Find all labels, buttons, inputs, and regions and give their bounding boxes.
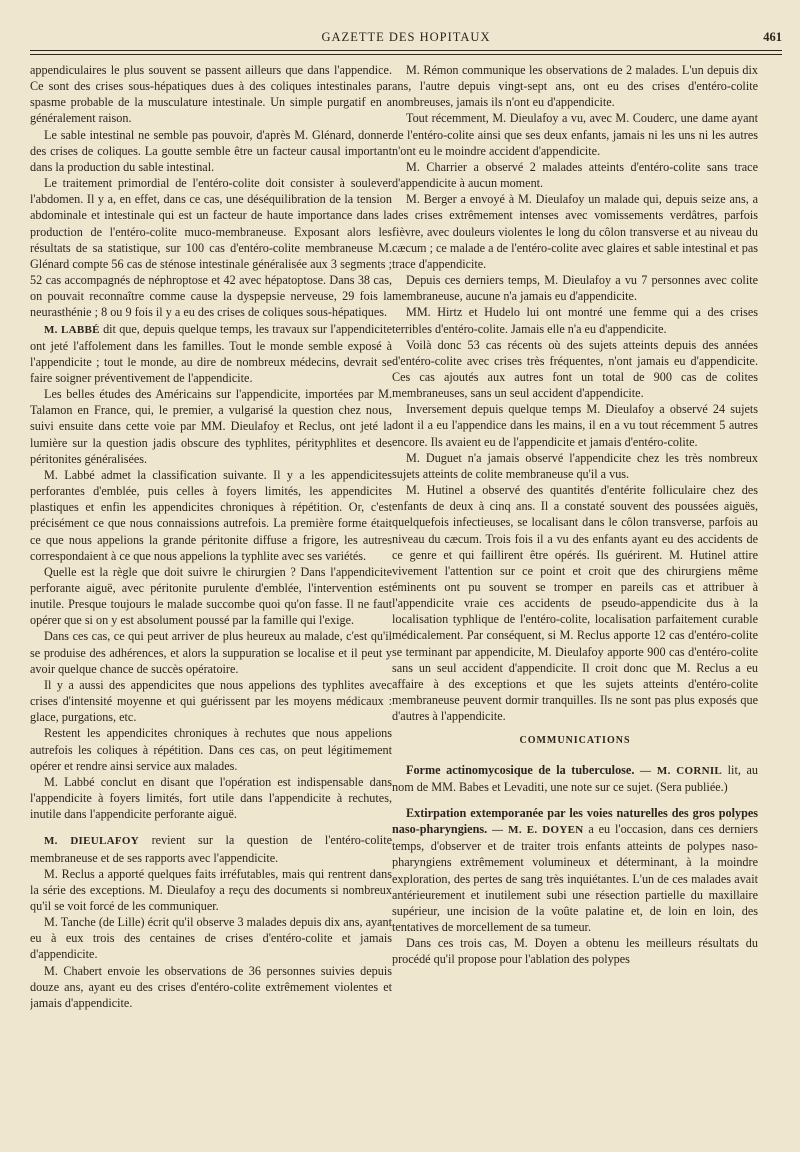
paragraph [30,175,392,320]
paragraph-text: Restent les appendicites chroniques à rechutes que nous appelions autrefois les coliques à répétition. Dans ces cas, on peut légitimement opérer et rendre ainsi service aux malades. [30,726,392,773]
paragraph-text: Le traitement primordial de l'entéro-colite doit consister à soulever l'abdomen. Il y a, en effet, dans ce cas, une déséquilibration de la tension abdominale et intestinale qui est un facteur de haute importance dans la production de l'entéro-colite muco-membraneuse. Exposant alors les résultats de sa statistique, sur 100 cas d'entéro-colite membraneuse M. Glénard compte 56 cas de sténose intestinale généralisée aux 3 segments ; 52 cas accompagnés de néphroptose et 42 avec hépatoptose. Dans 38 cas, on pouvait reconnaître comme cause la dyspepsie nerveuse, 29 fois la neurasthénie ; 8 ou 9 fois il y a eu des crises de coliques sous-hépatiques. [30,176,392,320]
paragraph [30,62,392,127]
speaker-name: — M. CORNIL [634,764,723,777]
paragraph-text: Il y a aussi des appendicites que nous appelions des typhlites avec crises d'intensité moyenne et qui guérissent par les moyens médicaux : glace, purgations, etc. [30,677,392,725]
paragraph-text: a eu l'occasion, dans ces derniers temps, d'observer et de traiter trois enfants atteints de polypes naso-pharyngiens extrêmement volumineux et déterminant, à la moindre exploration, des pertes de sang très inquiétantes. L'un de ces malades avait antérieurement et inutilement subi une résection partielle du maxillaire supérieur, une incision de la voûte palatine et, de loin en loin, des tentatives de morcellement de sa tumeur. [392,822,758,934]
paragraph [30,725,392,773]
paragraph-text: M. Duguet n'a jamais observé l'appendicite chez les très nombreux sujets atteints de colite membraneuse qu'il a vus. [392,450,758,481]
paragraph [30,963,392,1011]
paragraph-text: M. Hutinel a observé des quantités d'entérite folliculaire chez des enfants de deux à cinq ans. Il a constaté souvent des poussées aiguës, quelquefois infectieuses, se localisant dans le côlon transverse, parfois au niveau du cæcum. Trois fois il a vu des enfants ayant eu des accidents de ce genre et qui faillirent être opérés. Ils guérirent. M. Hutinel attire vivement l'attention sur ce point et croit que des chirurgiens même éminents ont pu souvent se tromper en pareils cas et attribuer à l'appendicite vraie ces accidents de pseudo-appendicite dus à la localisation typhlique de l'entéro-colite, localisation parfaitement curable médicalement. Par conséquent, si M. Reclus apporte 12 cas d'entéro-colite se terminant par appendicite, M. Dieulafoy apporte 900 cas d'entéro-colite sans un seul accident d'appendicite. Il croit donc que M. Reclus a eu affaire à des exceptions et que les sujets atteints d'entéro-colite membraneuse peuvent dormir tranquilles. Ils ne sont pas plus exposés que d'autres à l'appendicite. [392,483,758,724]
paragraph-text: lit, au nom de MM. Babes et Levaditi, une note sur ce sujet. (Sera publiée.) [392,762,758,794]
paragraph-text: MM. Hirtz et Hudelo lui ont montré une femme qui a des crises terribles d'entéro-colite. Jamais elle n'a eu d'appendicite. [392,305,758,336]
paragraph-text: dit que, depuis quelque temps, les travaux sur l'appendicite ont jeté l'affolement dans les familles. Tout le monde semble exposé à l'appendicite ; tout le monde, au dire de nombreux médecins, devrait se faire soigner préventivement de l'appendicite. [30,321,392,385]
paragraph-text: M. Labbé conclut en disant que l'opération est indispensable dans l'appendicite à foyers limités, fort utile dans l'appendicite à rechutes, inutile dans l'appendicite perforante aiguë. [30,774,392,822]
paragraph-text: M. Chabert envoie les observations de 36 personnes suivies depuis douze ans, ayant eu des crises d'entéro-colite extrêmement violentes et jamais d'appendicite. [30,963,392,1010]
paragraph-text: M. Tanche (de Lille) écrit qu'il observe 3 malades depuis dix ans, ayant eu à eux trois des centaines de crises d'entéro-colite et jamais d'appendicite. [30,915,392,962]
paragraph [30,564,392,629]
paragraph [392,337,758,402]
speaker-name: M. LABBÉ [44,323,100,336]
left-column [30,62,392,1142]
paragraph [30,386,392,467]
section-heading: COMMUNICATIONS [519,735,631,747]
paragraph [30,127,392,175]
paragraph-text: Les belles études des Américains sur l'appendicite, importées par M. Talamon en France, qui, le premier, a vulgarisé la question chez nous, suivi ensuite dans cette voie par MM. Dieulafoy et Reclus, ont jeté la lumière sur la question jadis obscure des typhlites, pérityphlites et des péritonites généralisées. [30,387,392,466]
paragraph-text: Tout récemment, M. Dieulafoy a vu, avec M. Couderc, une dame ayant de l'entéro-colite ainsi que ses deux enfants, jamais ni les uns ni les autres n'ont eu le moindre accident d'appendicite. [392,111,758,158]
paragraph-text: appendiculaires le plus souvent se passent ailleurs que dans l'appendice. Ce sont des crises sous-hépatiques dues à des coliques intestinales par spasme probable de la musculature intestinale. Un simple purgatif en a généralement raison. [30,63,392,126]
paragraph [30,628,392,676]
paragraph [30,321,392,387]
paragraph-text: revient sur la question de l'entéro-colite membraneuse et de ses rapports avec l'appendicite. [30,833,392,865]
paragraph [30,467,392,564]
paragraph [392,191,758,272]
paragraph [392,450,758,482]
paragraph [392,482,758,724]
paragraph [392,935,758,967]
paragraph-text: Depuis ces derniers temps, M. Dieulafoy a vu 7 personnes avec colite membraneuse, aucune n'a jamais eu d'appendicite. [392,273,758,304]
paragraph-text: Voilà donc 53 cas récents où des sujets atteints depuis des années d'entéro-colite avec crises très fréquentes, n'ont jamais eu d'appendicite. Ces cas ajoutés aux autres font un total de 900 cas de colites membraneuses, sans un seul accident d'appendicite. [392,337,758,401]
header-rule [30,50,782,51]
running-header [30,30,782,46]
page-number: 461 [763,30,782,44]
journal-title: GAZETTE DES HOPITAUX [321,30,491,44]
paragraph [392,304,758,336]
paragraph-text: Quelle est la règle que doit suivre le chirurgien ? Dans l'appendicite perforante aiguë, avec péritonite purulente d'emblée, l'intervention est inutile. Presque toujours le malade succombe quoi qu'on fasse. Il ne faut opérer que si on y est absolument poussé par la famille qui l'exige. [30,564,392,628]
paragraph [392,110,758,158]
paragraph [392,62,758,110]
paragraph-text: M. Reclus a apporté quelques faits irréfutables, mais qui rentrent dans la série des exceptions. M. Dieulafoy a reçu des documents si nombreux qu'il se voit forcé de les communiquer. [30,866,392,913]
paragraph [392,401,758,449]
paragraph [392,272,758,304]
paragraph-text: Dans ces cas, ce qui peut arriver de plus heureux au malade, c'est qu'il se produise des adhérences, et alors la suppuration se localise et il peut y avoir quelque chance de succès opératoire. [30,629,392,676]
paragraph [392,805,758,935]
paragraph-text: M. Rémon communique les observations de 2 malades. L'un depuis dix ans, l'autre depuis vingt-sept ans, ont eu des crises d'entéro-colite nombreuses, jamais ils n'ont eu d'appendicite. [392,63,758,110]
paragraph-text: Dans ces trois cas, M. Doyen a obtenu les meilleurs résultats du procédé qu'il propose pour l'ablation des polypes [392,936,758,967]
paragraph [30,914,392,962]
paragraph [30,677,392,725]
paragraph [30,832,392,865]
right-column [392,62,758,1142]
paragraph [30,774,392,822]
paragraph-text: M. Charrier a observé 2 malades atteints d'entéro-colite sans trace d'appendicite à aucun moment. [392,159,758,191]
paragraph-text: Inversement depuis quelque temps M. Dieulafoy a observé 24 sujets dont il a eu l'appendice dans les mains, il en a vu tout récemment 5 autres encore. Ils avaient eu de l'appendicite et jamais d'entéro-colite. [392,402,758,449]
paragraph [392,159,758,191]
speaker-name: — M. E. DOYEN [487,824,584,837]
paragraph-lead-title: Forme actinomycosique de la tuberculose. [406,762,635,777]
paragraph-text: M. Labbé admet la classification suivante. Il y a les appendicites perforantes d'emblée, puis celles à foyers limités, les appendicites plastiques et enfin les appendicites chroniques à répétition. Or, c'est précisément ce que nous connaissions autrefois. La première forme était ce que nous appelions la grande péritonite diffuse a frigore, les autres correspondaient à ce que nous appelions la typhlite avec ses variétés. [30,467,392,563]
paragraph-lead-title: Extirpation extemporanée par les voies naturelles des gros polypes naso-pharyngiens. [392,805,758,837]
speaker-name: M. DIEULAFOY [44,835,140,848]
paragraph-text: M. Berger a envoyé à M. Dieulafoy un malade qui, depuis seize ans, a des crises extrêmement intenses avec vomissements verdâtres, parfois fièvre, avec douleurs violentes le long du côlon transverse et au niveau du cæcum ; ce malade a de l'entéro-colite avec glaires et sable intestinal et pas trace d'appendicite. [392,192,758,271]
paragraph [392,762,758,795]
paragraph [30,866,392,914]
paragraph-text: Le sable intestinal ne semble pas pouvoir, d'après M. Glénard, donner des crises de coliques. La goutte semble être un facteur causal important dans la production du sable intestinal. [30,127,392,174]
header-rule-secondary [30,54,782,55]
